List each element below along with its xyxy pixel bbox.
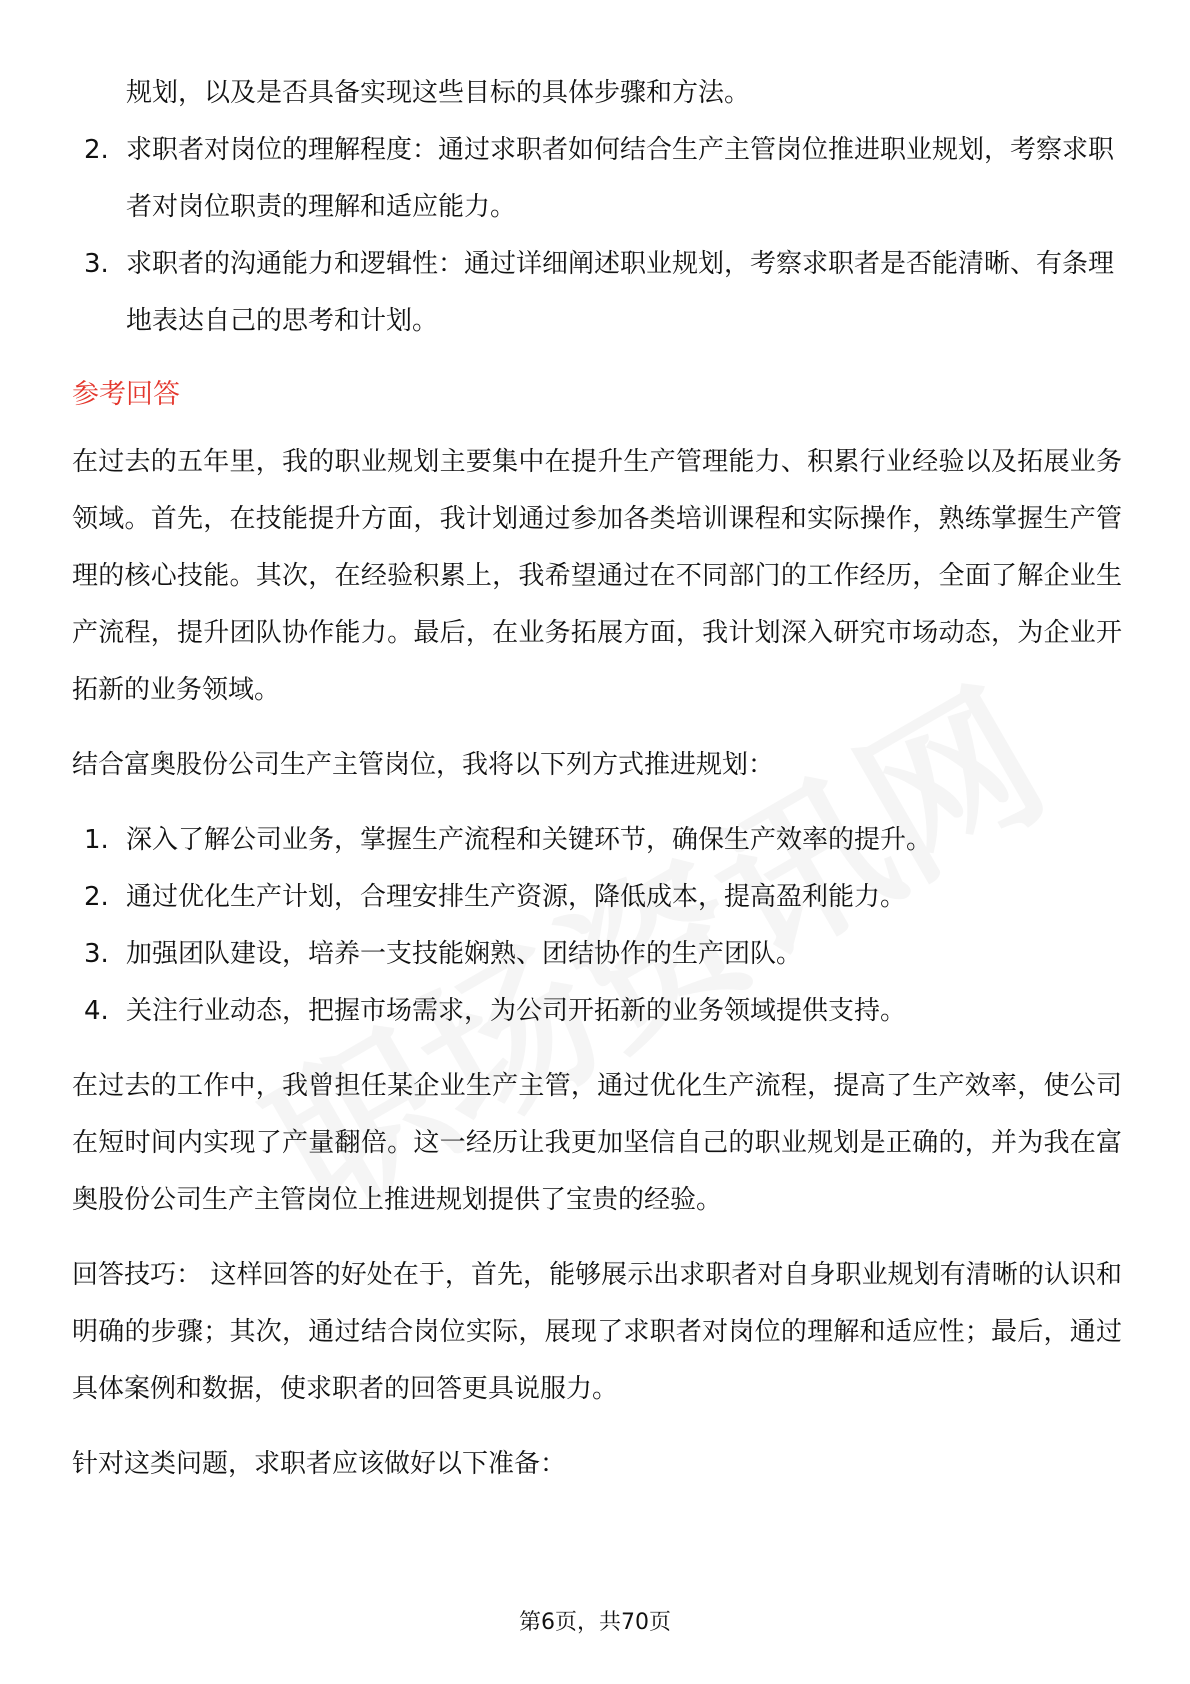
page-footer: 第6页，共70页 (519, 1610, 671, 1635)
list-text: 通过优化生产计划，合理安排生产资源，降低成本，提高盈利能力。 (126, 882, 907, 912)
list-item (72, 869, 1122, 926)
list-text: 求职者对岗位的理解程度：通过求职者如何结合生产主管岗位推进职业规划，考察求职者对岗位职责的理解和适应能力。 (126, 135, 1115, 222)
paragraph: 回答技巧： 这样回答的好处在于，首先，能够展示出求职者对自身职业规划有清晰的认识和明确的步骤；其次，通过结合岗位实际，展现了求职者对岗位的理解和适应性；最后，通过具体案例和数据，使求职者的回答更具说服力。 (72, 1260, 1122, 1404)
list-text: 加强团队建设，培养一支技能娴熟、团结协作的生产团队。 (126, 939, 803, 969)
page-content (72, 64, 1122, 1493)
list-number: 3. (84, 939, 109, 969)
list-item (72, 812, 1122, 869)
plan-list (72, 812, 1122, 1040)
paragraph: 针对这类问题，求职者应该做好以下准备： (72, 1449, 567, 1479)
list-number: 2. (84, 882, 109, 912)
list-number: 1. (84, 825, 109, 855)
list-number: 2. (84, 135, 109, 165)
list-item (72, 983, 1122, 1040)
paragraph: 结合富奥股份公司生产主管岗位，我将以下列方式推进规划： (72, 750, 775, 780)
list-text: 关注行业动态，把握市场需求，为公司开拓新的业务领域提供支持。 (126, 996, 907, 1026)
paragraph: 在过去的工作中，我曾担任某企业生产主管，通过优化生产流程，提高了生产效率，使公司在短时间内实现了产量翻倍。这一经历让我更加坚信自己的职业规划是正确的，并为我在富奥股份公司生产主管岗位上推进规划提供了宝贵的经验。 (72, 1071, 1122, 1215)
list-item (72, 122, 1122, 236)
intro-continuation: 规划，以及是否具备实现这些目标的具体步骤和方法。 (126, 78, 751, 108)
list-item (72, 236, 1122, 350)
section-title: 参考回答 (72, 379, 180, 410)
list-text: 求职者的沟通能力和逻辑性：通过详细阐述职业规划，考察求职者是否能清晰、有条理地表达自己的思考和计划。 (126, 249, 1115, 336)
list-number: 4. (84, 996, 109, 1026)
criteria-list (72, 122, 1122, 350)
list-number: 3. (84, 249, 109, 279)
list-text: 深入了解公司业务，掌握生产流程和关键环节，确保生产效率的提升。 (126, 825, 933, 855)
paragraph: 在过去的五年里，我的职业规划主要集中在提升生产管理能力、积累行业经验以及拓展业务领域。首先，在技能提升方面，我计划通过参加各类培训课程和实际操作，熟练掌握生产管理的核心技能。其次，在经验积累上，我希望通过在不同部门的工作经历，全面了解企业生产流程，提升团队协作能力。最后，在业务拓展方面，我计划深入研究市场动态，为企业开拓新的业务领域。 (72, 447, 1122, 705)
list-item (72, 926, 1122, 983)
